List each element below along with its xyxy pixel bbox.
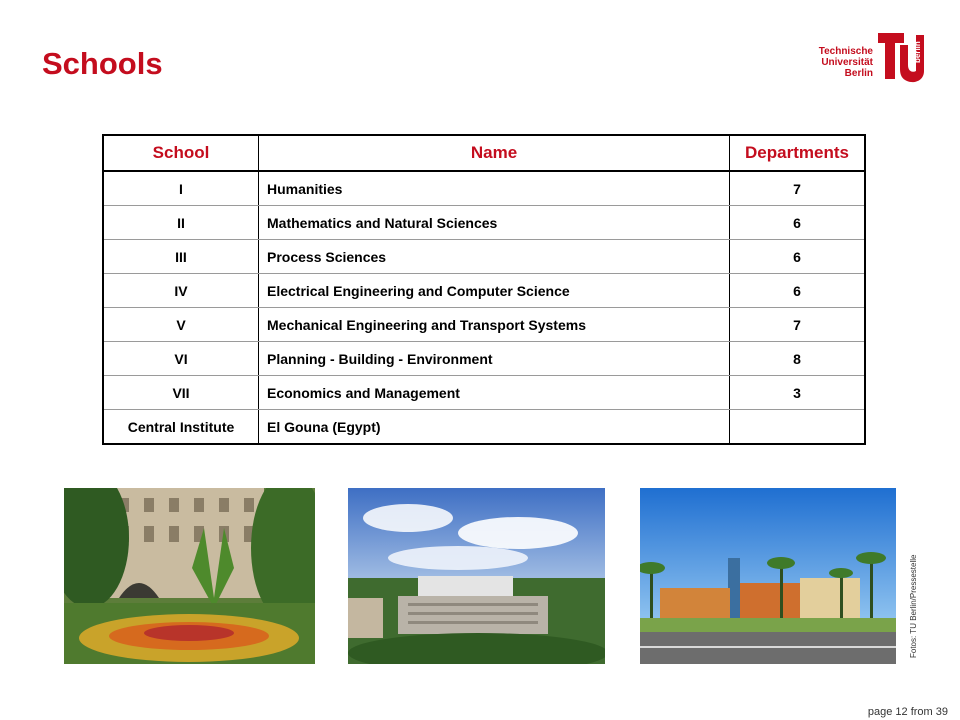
logo-line-3: Berlin: [844, 68, 873, 79]
table-header-row: [103, 135, 865, 171]
table-row: [103, 410, 865, 445]
cell-departments: [730, 410, 866, 445]
schools-table: [102, 134, 866, 445]
page-title: Schools: [42, 46, 163, 81]
logo-line-2: Universität: [821, 57, 873, 68]
cell-departments: 7: [730, 171, 866, 206]
page-number: page 12 from 39: [867, 706, 948, 718]
tu-logo-mark: [876, 31, 926, 83]
table-row: [103, 274, 865, 308]
cell-departments: 7: [730, 308, 866, 342]
cell-school: V: [103, 308, 259, 342]
logo-line-1: Technische: [818, 46, 873, 57]
cell-departments: 8: [730, 342, 866, 376]
logo-text: [819, 46, 873, 79]
cell-school: VI: [103, 342, 259, 376]
cell-school: IV: [103, 274, 259, 308]
cell-school: III: [103, 240, 259, 274]
cell-school: I: [103, 171, 259, 206]
cell-school: II: [103, 206, 259, 240]
table-row: [103, 206, 865, 240]
table-row: [103, 240, 865, 274]
cell-departments: 6: [730, 274, 866, 308]
cell-school: Central Institute: [103, 410, 259, 445]
cell-school: VII: [103, 376, 259, 410]
cell-name: Humanities: [259, 171, 730, 206]
photo-el-gouna-campus: [640, 488, 896, 664]
column-header-school: School: [103, 135, 259, 171]
cell-departments: 3: [730, 376, 866, 410]
table-row: [103, 376, 865, 410]
cell-departments: 6: [730, 206, 866, 240]
cell-name: El Gouna (Egypt): [259, 410, 730, 445]
tu-berlin-logo: [812, 28, 927, 94]
column-header-name: Name: [259, 135, 730, 171]
photo-campus-aerial: [348, 488, 605, 664]
table-row: [103, 342, 865, 376]
cell-departments: 6: [730, 240, 866, 274]
cell-name: Planning - Building - Environment: [259, 342, 730, 376]
cell-name: Economics and Management: [259, 376, 730, 410]
table-row: [103, 308, 865, 342]
column-header-departments: Departments: [730, 135, 866, 171]
photo-credit: Fotos: TU Berlin/Pressestelle: [909, 554, 918, 658]
photo-main-building: [64, 488, 315, 664]
cell-name: Mechanical Engineering and Transport Systems: [259, 308, 730, 342]
cell-name: Electrical Engineering and Computer Science: [259, 274, 730, 308]
table-row: [103, 171, 865, 206]
cell-name: Mathematics and Natural Sciences: [259, 206, 730, 240]
cell-name: Process Sciences: [259, 240, 730, 274]
logo-mark-text: berlin: [913, 41, 922, 63]
